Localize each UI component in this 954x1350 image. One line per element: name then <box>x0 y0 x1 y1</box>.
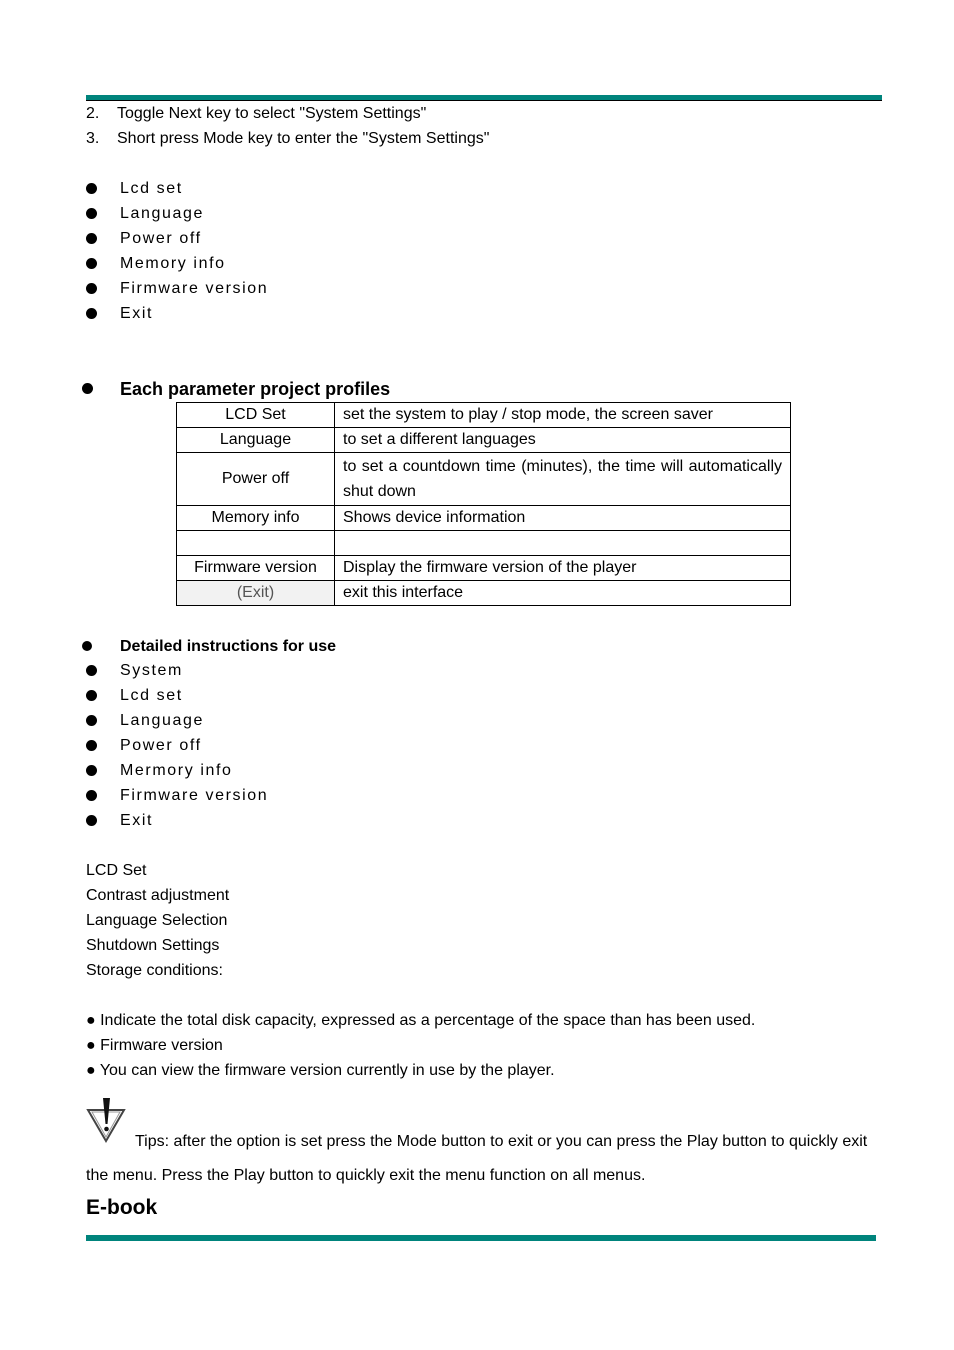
bullet-icon <box>86 208 97 219</box>
text-line: Storage conditions: <box>86 962 223 979</box>
param-name: Power off <box>177 453 335 506</box>
bullet-icon <box>86 665 97 676</box>
list-item: Exit <box>120 305 154 322</box>
bullet-icon <box>82 641 92 651</box>
bullet-icon <box>86 258 97 269</box>
bullet-icon <box>86 308 97 319</box>
header-rule <box>86 95 882 101</box>
footer-rule <box>86 1235 876 1241</box>
dot-line: ● Indicate the total disk capacity, expressed as a percentage of the space than has been used. <box>86 1012 756 1029</box>
param-desc <box>335 531 791 556</box>
param-name: Language <box>177 428 335 453</box>
bullet-icon <box>86 815 97 826</box>
list-item: Power off <box>120 230 202 247</box>
param-desc: set the system to play / stop mode, the screen saver <box>335 403 791 428</box>
section-heading: E-book <box>86 1196 158 1219</box>
list-item: Exit <box>120 812 154 829</box>
list-item: Firmware version <box>120 280 269 297</box>
tips-paragraph <box>86 1125 882 1193</box>
list-item: Lcd set <box>120 180 183 197</box>
list-item: Memory info <box>120 255 226 272</box>
param-desc: Shows device information <box>335 506 791 531</box>
table-row <box>177 506 791 531</box>
bullet-icon <box>86 790 97 801</box>
tips-text: Tips: after the option is set press the Mode button to exit or you can press the Play button to quickly exit the menu. Press the Play button to quickly exit the menu function on all menus. <box>86 1133 868 1184</box>
param-name <box>177 531 335 556</box>
table-row <box>177 531 791 556</box>
bullet-icon <box>82 383 93 394</box>
bullet-icon <box>86 715 97 726</box>
param-name: Firmware version <box>177 556 335 581</box>
text-line: Language Selection <box>86 912 228 929</box>
table-row <box>177 581 791 606</box>
param-name: Memory info <box>177 506 335 531</box>
table-row <box>177 556 791 581</box>
table-row <box>177 403 791 428</box>
list-item: Power off <box>120 737 202 754</box>
step-2: 2. Toggle Next key to select "System Settings" <box>86 105 427 122</box>
param-desc: to set a different languages <box>335 428 791 453</box>
bullet-icon <box>86 183 97 194</box>
profiles-heading: Each parameter project profiles <box>120 379 391 399</box>
dot-line: ● You can view the firmware version currently in use by the player. <box>86 1062 555 1079</box>
parameters-table <box>176 402 791 606</box>
text-line: Shutdown Settings <box>86 937 220 954</box>
bullet-icon <box>86 765 97 776</box>
param-desc: to set a countdown time (minutes), the time will automatically shut down <box>335 453 791 506</box>
list-item: Language <box>120 712 204 729</box>
table-row <box>177 453 791 506</box>
text-line: LCD Set <box>86 862 147 879</box>
dot-line: ● Firmware version <box>86 1037 223 1054</box>
list-item: Mermory info <box>120 762 233 779</box>
bullet-icon <box>86 690 97 701</box>
list-item: Lcd set <box>120 687 183 704</box>
instructions-heading: Detailed instructions for use <box>120 638 337 655</box>
list-item: Firmware version <box>120 787 269 804</box>
bullet-icon <box>86 233 97 244</box>
text-line: Contrast adjustment <box>86 887 230 904</box>
step-3: 3. Short press Mode key to enter the "System Settings" <box>86 130 490 147</box>
list-item: Language <box>120 205 204 222</box>
table-row <box>177 428 791 453</box>
bullet-icon <box>86 740 97 751</box>
list-item: System <box>120 662 183 679</box>
param-desc: exit this interface <box>335 581 791 606</box>
bullet-icon <box>86 283 97 294</box>
param-desc: Display the firmware version of the player <box>335 556 791 581</box>
param-name: (Exit) <box>177 581 335 606</box>
param-name: LCD Set <box>177 403 335 428</box>
